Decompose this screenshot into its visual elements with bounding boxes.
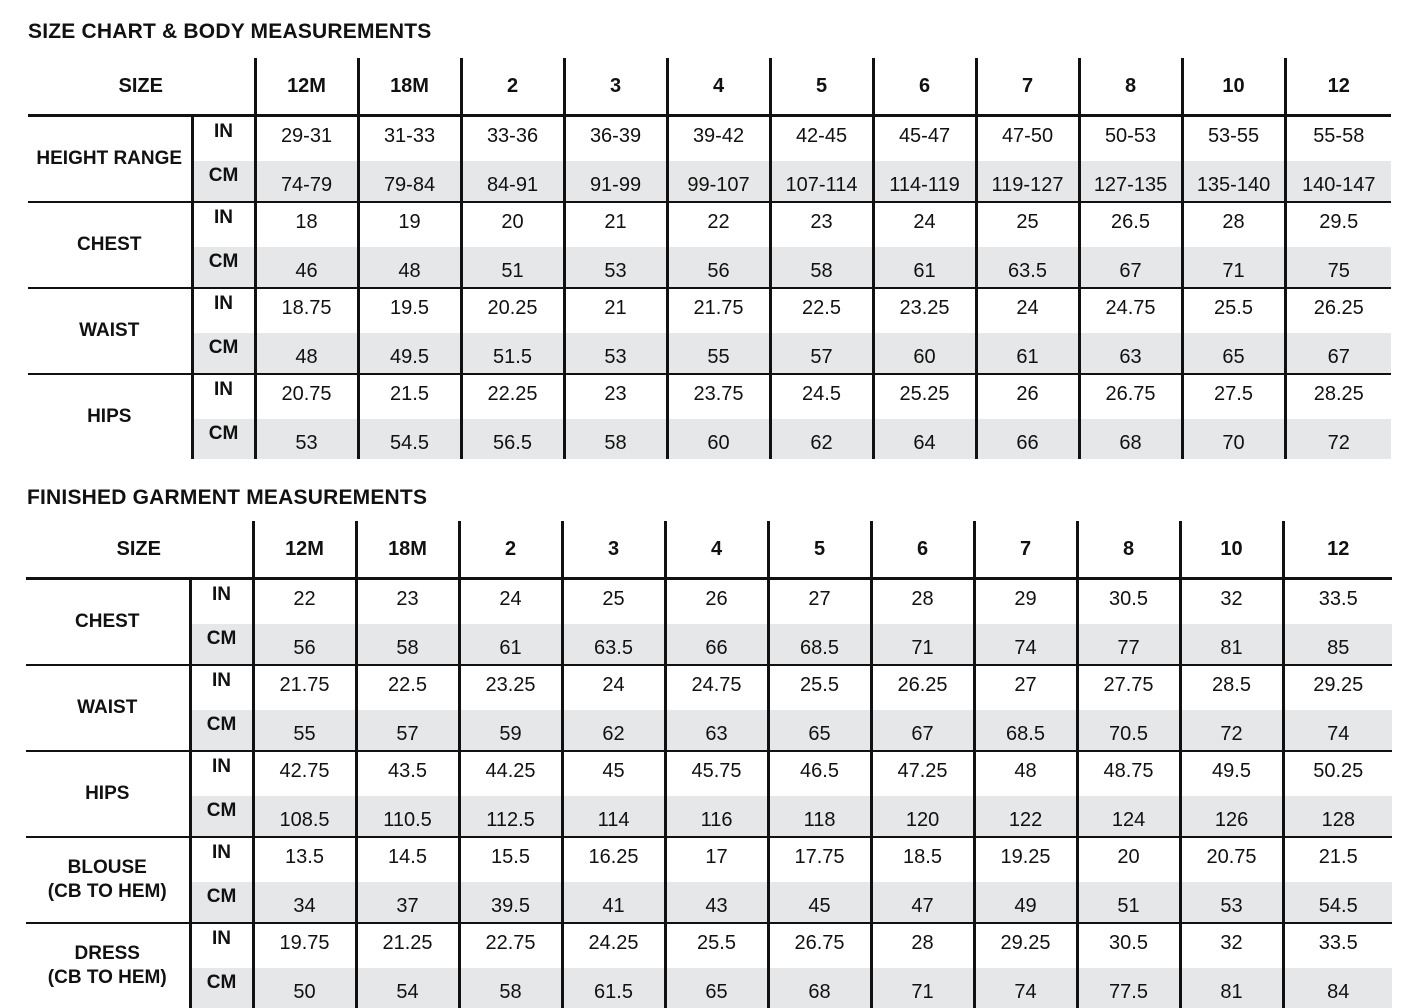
measurement-cell: 25 bbox=[976, 202, 1079, 247]
measurement-cell: 50-53 bbox=[1079, 116, 1182, 162]
measurement-cell: 24.75 bbox=[1079, 288, 1182, 333]
measurement-cell: 48 bbox=[255, 333, 358, 374]
measurement-cell: 22 bbox=[253, 579, 356, 625]
measurement-cell: 32 bbox=[1180, 923, 1283, 968]
measurement-cell: 21.75 bbox=[667, 288, 770, 333]
size-header-label: SIZE bbox=[28, 58, 255, 116]
measurement-cell: 85 bbox=[1283, 624, 1392, 665]
size-column-header: 3 bbox=[562, 521, 665, 579]
unit-label-cm: CM bbox=[192, 419, 255, 459]
measurement-cell: 74 bbox=[974, 624, 1077, 665]
unit-label-in: IN bbox=[192, 288, 255, 333]
measurement-cell: 21.5 bbox=[358, 374, 461, 419]
unit-label-in: IN bbox=[190, 751, 253, 796]
unit-label-cm: CM bbox=[190, 882, 253, 923]
measurement-cell: 27.5 bbox=[1182, 374, 1285, 419]
measurement-cell: 45 bbox=[562, 751, 665, 796]
size-column-header: 18M bbox=[356, 521, 459, 579]
row-label-waist: WAIST bbox=[28, 288, 192, 374]
size-column-header: 3 bbox=[564, 58, 667, 116]
measurement-cell: 27 bbox=[768, 579, 871, 625]
unit-label-cm: CM bbox=[190, 796, 253, 837]
measurement-cell: 127-135 bbox=[1079, 161, 1182, 202]
measurement-cell: 26 bbox=[665, 579, 768, 625]
measurement-cell: 58 bbox=[770, 247, 873, 288]
unit-label-cm: CM bbox=[190, 710, 253, 751]
row-label-hips: HIPS bbox=[87, 406, 132, 427]
measurement-cell: 19 bbox=[358, 202, 461, 247]
measurement-cell: 53 bbox=[255, 419, 358, 459]
measurement-cell: 26.5 bbox=[1079, 202, 1182, 247]
garment-measurements-table bbox=[26, 521, 1392, 1008]
measurement-cell: 70 bbox=[1182, 419, 1285, 459]
measurement-cell: 110.5 bbox=[356, 796, 459, 837]
measurement-cell: 47.25 bbox=[871, 751, 974, 796]
row-label-height-range: HEIGHT RANGE bbox=[28, 116, 192, 203]
unit-label-cm: CM bbox=[190, 968, 253, 1008]
unit-label-cm: CM bbox=[192, 247, 255, 288]
measurement-cell: 25 bbox=[562, 579, 665, 625]
measurement-cell: 34 bbox=[253, 882, 356, 923]
measurement-cell: 59 bbox=[459, 710, 562, 751]
measurement-row-hips-cm bbox=[28, 419, 1391, 459]
measurement-cell: 24.75 bbox=[665, 665, 768, 710]
measurement-cell: 31-33 bbox=[358, 116, 461, 162]
measurement-cell: 108.5 bbox=[253, 796, 356, 837]
measurement-row-waist-cm bbox=[28, 333, 1391, 374]
measurement-cell: 55 bbox=[667, 333, 770, 374]
size-header-label: SIZE bbox=[26, 521, 253, 579]
measurement-cell: 75 bbox=[1285, 247, 1391, 288]
measurement-cell: 84 bbox=[1283, 968, 1392, 1008]
measurement-cell: 68 bbox=[768, 968, 871, 1008]
size-column-header: 6 bbox=[873, 58, 976, 116]
measurement-cell: 19.75 bbox=[253, 923, 356, 968]
unit-label-cm: CM bbox=[192, 161, 255, 202]
measurement-cell: 27.75 bbox=[1077, 665, 1180, 710]
measurement-cell: 20.75 bbox=[1180, 837, 1283, 882]
measurement-cell: 47 bbox=[871, 882, 974, 923]
measurement-row-hips-in bbox=[26, 751, 1392, 796]
measurement-cell: 47-50 bbox=[976, 116, 1079, 162]
measurement-cell: 23 bbox=[356, 579, 459, 625]
measurement-row-chest-in bbox=[28, 202, 1391, 247]
measurement-cell: 18.75 bbox=[255, 288, 358, 333]
size-column-header: 6 bbox=[871, 521, 974, 579]
measurement-cell: 41 bbox=[562, 882, 665, 923]
size-column-header: 18M bbox=[358, 58, 461, 116]
measurement-cell: 57 bbox=[356, 710, 459, 751]
measurement-cell: 84-91 bbox=[461, 161, 564, 202]
measurement-cell: 25.5 bbox=[1182, 288, 1285, 333]
measurement-cell: 67 bbox=[871, 710, 974, 751]
measurement-cell: 25.5 bbox=[768, 665, 871, 710]
measurement-cell: 66 bbox=[665, 624, 768, 665]
size-header-row bbox=[28, 58, 1391, 116]
measurement-cell: 61.5 bbox=[562, 968, 665, 1008]
measurement-row-dress-cm bbox=[26, 968, 1392, 1008]
unit-label-in: IN bbox=[192, 202, 255, 247]
measurement-cell: 46 bbox=[255, 247, 358, 288]
measurement-cell: 26.25 bbox=[871, 665, 974, 710]
measurement-cell: 53 bbox=[564, 333, 667, 374]
size-column-header: 5 bbox=[768, 521, 871, 579]
section-title-garment-measurements: FINISHED GARMENT MEASUREMENTS bbox=[27, 486, 428, 509]
measurement-cell: 33.5 bbox=[1283, 579, 1392, 625]
measurement-cell: 29.5 bbox=[1285, 202, 1391, 247]
measurement-cell: 21.25 bbox=[356, 923, 459, 968]
measurement-cell: 53 bbox=[564, 247, 667, 288]
measurement-cell: 70.5 bbox=[1077, 710, 1180, 751]
measurement-cell: 18 bbox=[255, 202, 358, 247]
measurement-cell: 45 bbox=[768, 882, 871, 923]
measurement-cell: 61 bbox=[459, 624, 562, 665]
size-column-header: 8 bbox=[1077, 521, 1180, 579]
measurement-cell: 61 bbox=[873, 247, 976, 288]
unit-label-in: IN bbox=[192, 116, 255, 162]
measurement-cell: 25.5 bbox=[665, 923, 768, 968]
size-column-header: 5 bbox=[770, 58, 873, 116]
measurement-cell: 28 bbox=[871, 579, 974, 625]
measurement-cell: 18.5 bbox=[871, 837, 974, 882]
measurement-row-hips-cm bbox=[26, 796, 1392, 837]
measurement-cell: 65 bbox=[1182, 333, 1285, 374]
size-column-header: 12M bbox=[253, 521, 356, 579]
measurement-cell: 23 bbox=[564, 374, 667, 419]
measurement-cell: 56.5 bbox=[461, 419, 564, 459]
measurement-cell: 56 bbox=[253, 624, 356, 665]
measurement-cell: 62 bbox=[770, 419, 873, 459]
size-column-header: 10 bbox=[1180, 521, 1283, 579]
measurement-cell: 29 bbox=[974, 579, 1077, 625]
measurement-cell: 27 bbox=[974, 665, 1077, 710]
size-header-row bbox=[26, 521, 1392, 579]
measurement-cell: 22 bbox=[667, 202, 770, 247]
measurement-cell: 48 bbox=[358, 247, 461, 288]
unit-label-cm: CM bbox=[190, 624, 253, 665]
size-column-header: 12M bbox=[255, 58, 358, 116]
measurement-cell: 46.5 bbox=[768, 751, 871, 796]
measurement-cell: 28.25 bbox=[1285, 374, 1391, 419]
measurement-cell: 64 bbox=[873, 419, 976, 459]
measurement-cell: 17.75 bbox=[768, 837, 871, 882]
measurement-cell: 112.5 bbox=[459, 796, 562, 837]
measurement-cell: 28.5 bbox=[1180, 665, 1283, 710]
measurement-cell: 122 bbox=[974, 796, 1077, 837]
measurement-cell: 55-58 bbox=[1285, 116, 1391, 162]
size-column-header: 12 bbox=[1283, 521, 1392, 579]
measurement-cell: 51 bbox=[461, 247, 564, 288]
measurement-cell: 66 bbox=[976, 419, 1079, 459]
unit-label-in: IN bbox=[192, 374, 255, 419]
measurement-cell: 17 bbox=[665, 837, 768, 882]
measurement-cell: 49 bbox=[974, 882, 1077, 923]
measurement-row-blouse-in bbox=[26, 837, 1392, 882]
measurement-cell: 49.5 bbox=[358, 333, 461, 374]
measurement-cell: 45.75 bbox=[665, 751, 768, 796]
measurement-cell: 29-31 bbox=[255, 116, 358, 162]
measurement-cell: 58 bbox=[356, 624, 459, 665]
measurement-cell: 16.25 bbox=[562, 837, 665, 882]
measurement-cell: 51.5 bbox=[461, 333, 564, 374]
measurement-cell: 62 bbox=[562, 710, 665, 751]
measurement-row-hips-in bbox=[28, 374, 1391, 419]
measurement-cell: 54.5 bbox=[1283, 882, 1392, 923]
measurement-row-chest-cm bbox=[26, 624, 1392, 665]
measurement-row-blouse-cm bbox=[26, 882, 1392, 923]
measurement-cell: 29.25 bbox=[1283, 665, 1392, 710]
measurement-cell: 22.5 bbox=[356, 665, 459, 710]
measurement-cell: 99-107 bbox=[667, 161, 770, 202]
measurement-cell: 23 bbox=[770, 202, 873, 247]
measurement-cell: 19.5 bbox=[358, 288, 461, 333]
row-label-hips: HIPS bbox=[26, 751, 190, 837]
measurement-cell: 63.5 bbox=[976, 247, 1079, 288]
measurement-cell: 39.5 bbox=[459, 882, 562, 923]
body-measurements-table bbox=[28, 58, 1391, 459]
unit-label-cm: CM bbox=[192, 333, 255, 374]
measurement-cell: 49.5 bbox=[1180, 751, 1283, 796]
row-label-waist: WAIST bbox=[26, 665, 190, 751]
measurement-cell: 48 bbox=[974, 751, 1077, 796]
measurement-cell: 26.25 bbox=[1285, 288, 1391, 333]
measurement-cell: 114 bbox=[562, 796, 665, 837]
measurement-cell: 126 bbox=[1180, 796, 1283, 837]
measurement-cell: 37 bbox=[356, 882, 459, 923]
measurement-cell: 33.5 bbox=[1283, 923, 1392, 968]
size-column-header: 12 bbox=[1285, 58, 1391, 116]
measurement-cell: 116 bbox=[665, 796, 768, 837]
size-column-header: 8 bbox=[1079, 58, 1182, 116]
row-label-chest: CHEST bbox=[26, 579, 190, 666]
size-column-header: 4 bbox=[665, 521, 768, 579]
measurement-cell: 55 bbox=[253, 710, 356, 751]
measurement-cell: 67 bbox=[1285, 333, 1391, 374]
measurement-cell: 50.25 bbox=[1283, 751, 1392, 796]
measurement-cell: 118 bbox=[768, 796, 871, 837]
row-label-dress: DRESS (CB TO HEM) bbox=[47, 943, 167, 988]
measurement-cell: 23.25 bbox=[873, 288, 976, 333]
measurement-cell: 44.25 bbox=[459, 751, 562, 796]
measurement-cell: 63 bbox=[665, 710, 768, 751]
measurement-row-waist-cm bbox=[26, 710, 1392, 751]
measurement-cell: 45-47 bbox=[873, 116, 976, 162]
measurement-cell: 60 bbox=[667, 419, 770, 459]
size-column-header: 7 bbox=[976, 58, 1079, 116]
measurement-cell: 53-55 bbox=[1182, 116, 1285, 162]
measurement-cell: 53 bbox=[1180, 882, 1283, 923]
measurement-cell: 63.5 bbox=[562, 624, 665, 665]
measurement-cell: 107-114 bbox=[770, 161, 873, 202]
measurement-row-height-range-cm bbox=[28, 161, 1391, 202]
measurement-cell: 71 bbox=[871, 624, 974, 665]
measurement-cell: 68 bbox=[1079, 419, 1182, 459]
measurement-cell: 15.5 bbox=[459, 837, 562, 882]
measurement-cell: 26 bbox=[976, 374, 1079, 419]
measurement-cell: 29.25 bbox=[974, 923, 1077, 968]
measurement-cell: 24.5 bbox=[770, 374, 873, 419]
measurement-cell: 72 bbox=[1285, 419, 1391, 459]
measurement-cell: 91-99 bbox=[564, 161, 667, 202]
measurement-cell: 28 bbox=[871, 923, 974, 968]
measurement-cell: 63 bbox=[1079, 333, 1182, 374]
measurement-cell: 56 bbox=[667, 247, 770, 288]
measurement-cell: 14.5 bbox=[356, 837, 459, 882]
measurement-row-height-range-in bbox=[28, 116, 1391, 162]
measurement-cell: 43 bbox=[665, 882, 768, 923]
measurement-cell: 23.75 bbox=[667, 374, 770, 419]
measurement-cell: 25.25 bbox=[873, 374, 976, 419]
measurement-cell: 24 bbox=[459, 579, 562, 625]
measurement-cell: 32 bbox=[1180, 579, 1283, 625]
measurement-cell: 54 bbox=[356, 968, 459, 1008]
measurement-cell: 20 bbox=[461, 202, 564, 247]
measurement-cell: 124 bbox=[1077, 796, 1180, 837]
measurement-cell: 58 bbox=[459, 968, 562, 1008]
measurement-cell: 22.75 bbox=[459, 923, 562, 968]
measurement-cell: 77 bbox=[1077, 624, 1180, 665]
measurement-cell: 71 bbox=[1182, 247, 1285, 288]
measurement-cell: 42.75 bbox=[253, 751, 356, 796]
measurement-cell: 36-39 bbox=[564, 116, 667, 162]
measurement-cell: 21 bbox=[564, 288, 667, 333]
measurement-cell: 119-127 bbox=[976, 161, 1079, 202]
measurement-row-chest-in bbox=[26, 579, 1392, 625]
measurement-cell: 74 bbox=[974, 968, 1077, 1008]
measurement-cell: 67 bbox=[1079, 247, 1182, 288]
measurement-cell: 21.75 bbox=[253, 665, 356, 710]
measurement-cell: 20.75 bbox=[255, 374, 358, 419]
measurement-cell: 43.5 bbox=[356, 751, 459, 796]
measurement-cell: 128 bbox=[1283, 796, 1392, 837]
measurement-cell: 60 bbox=[873, 333, 976, 374]
measurement-cell: 50 bbox=[253, 968, 356, 1008]
row-label-blouse: BLOUSE (CB TO HEM) bbox=[26, 837, 190, 923]
measurement-cell: 68.5 bbox=[768, 624, 871, 665]
measurement-cell: 26.75 bbox=[1079, 374, 1182, 419]
measurement-cell: 30.5 bbox=[1077, 579, 1180, 625]
measurement-cell: 65 bbox=[665, 968, 768, 1008]
measurement-cell: 23.25 bbox=[459, 665, 562, 710]
measurement-cell: 120 bbox=[871, 796, 974, 837]
unit-label-in: IN bbox=[190, 837, 253, 882]
measurement-cell: 24 bbox=[562, 665, 665, 710]
measurement-cell: 61 bbox=[976, 333, 1079, 374]
measurement-cell: 26.75 bbox=[768, 923, 871, 968]
measurement-cell: 22.5 bbox=[770, 288, 873, 333]
size-column-header: 10 bbox=[1182, 58, 1285, 116]
size-column-header: 4 bbox=[667, 58, 770, 116]
measurement-cell: 74 bbox=[1283, 710, 1392, 751]
size-column-header: 2 bbox=[461, 58, 564, 116]
measurement-cell: 21 bbox=[564, 202, 667, 247]
measurement-cell: 74-79 bbox=[255, 161, 358, 202]
measurement-cell: 20 bbox=[1077, 837, 1180, 882]
measurement-cell: 48.75 bbox=[1077, 751, 1180, 796]
measurement-cell: 72 bbox=[1180, 710, 1283, 751]
size-column-header: 2 bbox=[459, 521, 562, 579]
measurement-cell: 20.25 bbox=[461, 288, 564, 333]
measurement-cell: 68.5 bbox=[974, 710, 1077, 751]
measurement-cell: 42-45 bbox=[770, 116, 873, 162]
measurement-cell: 51 bbox=[1077, 882, 1180, 923]
measurement-cell: 19.25 bbox=[974, 837, 1077, 882]
measurement-cell: 33-36 bbox=[461, 116, 564, 162]
measurement-cell: 24 bbox=[976, 288, 1079, 333]
measurement-cell: 77.5 bbox=[1077, 968, 1180, 1008]
size-column-header: 7 bbox=[974, 521, 1077, 579]
measurement-cell: 71 bbox=[871, 968, 974, 1008]
measurement-cell: 140-147 bbox=[1285, 161, 1391, 202]
measurement-cell: 28 bbox=[1182, 202, 1285, 247]
measurement-cell: 21.5 bbox=[1283, 837, 1392, 882]
measurement-cell: 24 bbox=[873, 202, 976, 247]
measurement-cell: 13.5 bbox=[253, 837, 356, 882]
measurement-cell: 81 bbox=[1180, 968, 1283, 1008]
section-title-body-measurements: SIZE CHART & BODY MEASUREMENTS bbox=[28, 20, 432, 43]
measurement-cell: 65 bbox=[768, 710, 871, 751]
measurement-cell: 54.5 bbox=[358, 419, 461, 459]
measurement-row-waist-in bbox=[28, 288, 1391, 333]
unit-label-in: IN bbox=[190, 579, 253, 625]
measurement-cell: 81 bbox=[1180, 624, 1283, 665]
unit-label-in: IN bbox=[190, 923, 253, 968]
row-label-chest: CHEST bbox=[28, 202, 192, 288]
unit-label-in: IN bbox=[190, 665, 253, 710]
measurement-cell: 58 bbox=[564, 419, 667, 459]
measurement-row-dress-in bbox=[26, 923, 1392, 968]
measurement-cell: 30.5 bbox=[1077, 923, 1180, 968]
measurement-cell: 114-119 bbox=[873, 161, 976, 202]
measurement-row-chest-cm bbox=[28, 247, 1391, 288]
measurement-row-waist-in bbox=[26, 665, 1392, 710]
measurement-cell: 39-42 bbox=[667, 116, 770, 162]
measurement-cell: 135-140 bbox=[1182, 161, 1285, 202]
measurement-cell: 22.25 bbox=[461, 374, 564, 419]
measurement-cell: 79-84 bbox=[358, 161, 461, 202]
measurement-cell: 24.25 bbox=[562, 923, 665, 968]
measurement-cell: 57 bbox=[770, 333, 873, 374]
